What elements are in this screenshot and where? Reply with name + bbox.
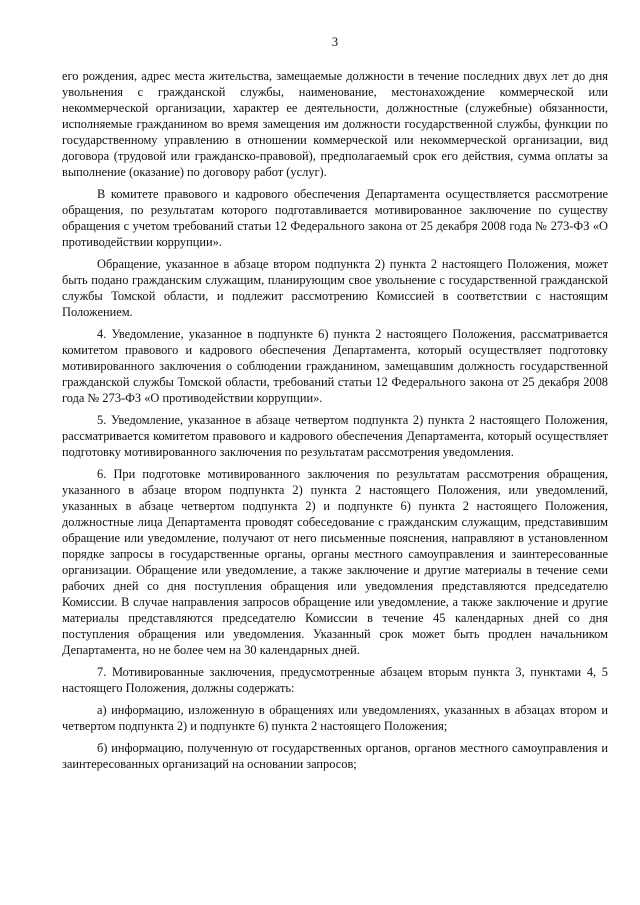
paragraph-item-4: 4. Уведомление, указанное в подпункте 6) пункта 2 настоящего Положения, рассматривается комитетом правового и кадрового обеспечения Департамента, который осуществляет подготовку мотивированного заключения о соблюдении гражданином, замещавшим должность государственной гражданской службы Томской области, требований статьи 12 Федерального закона от 25 декабря 2008 года № 273-ФЗ «О противодействии коррупции». [62,327,608,405]
paragraph-committee-review: В комитете правового и кадрового обеспечения Департамента осуществляется рассмотрение обращения, по результатам которого подготавливается мотивированное заключение по существу обращения с учетом требований статьи 12 Федерального закона от 25 декабря 2008 года № 273-ФЗ «О противодействии коррупции». [62,187,608,249]
paragraph-item-5: 5. Уведомление, указанное в абзаце четвертом подпункта 2) пункта 2 настоящего Положения, рассматривается комитетом правового и кадрового обеспечения Департамента, который осуществляет подготовку мотивированного заключения по результатам рассмотрения уведомления. [62,413,608,459]
paragraph-item-7: 7. Мотивированные заключения, предусмотренные абзацем вторым пункта 3, пунктами 4, 5 настоящего Положения, должны содержать: [62,665,608,695]
page-number: 3 [331,35,339,49]
paragraph-subitem-a: а) информацию, изложенную в обращениях или уведомлениях, указанных в абзацах втором и четвертом подпункта 2) и подпункте 6) пункта 2 настоящего Положения; [62,703,608,733]
paragraph-continuation: его рождения, адрес места жительства, замещаемые должности в течение последних двух лет до дня увольнения с гражданской службы, наименование, местонахождение коммерческой или некоммерческой организации, характер ее деятельности, должностные (служебные) обязанности, исполняемые гражданином во время замещения им должности государственной службы, функции по государственному управлению в отношении коммерческой или некоммерческой организации, вид договора (трудовой или гражданско-правовой), предполагаемый срок его действия, сумма оплаты за выполнение (оказание) по договору работ (услуг). [62,69,608,179]
paragraph-appeal-submission: Обращение, указанное в абзаце втором подпункта 2) пункта 2 настоящего Положения, может быть подано гражданским служащим, планирующим свое увольнение с государственной гражданской службы Томской области, и подлежит рассмотрению Комиссией в соответствии с настоящим Положением. [62,257,608,319]
paragraph-subitem-b: б) информацию, полученную от государственных органов, органов местного самоуправления и заинтересованных организаций на основании запросов; [62,741,608,771]
paragraph-item-6: 6. При подготовке мотивированного заключения по результатам рассмотрения обращения, указанного в абзаце втором подпункта 2) пункта 2 настоящего Положения, или уведомлений, указанных в абзаце четвертом подпункта 2) и подпункте 6) пункта 2 настоящего Положения, должностные лица Департамента проводят собеседование с гражданским служащим, представившим обращение или уведомление, получают от него письменные пояснения, направляют в установленном порядке запросы в государственные органы, органы местного самоуправления и заинтересованные организации. Обращение или уведомление, а также заключение и другие материалы в течение семи рабочих дней со дня поступления обращения или уведомления представляются председателю Комиссии. В случае направления запросов обращение или уведомление, а также заключение и другие материалы представляются председателю Комиссии в течение 45 календарных дней со дня поступления обращения или уведомления. Указанный срок может быть продлен начальником Департамента, но не более чем на 30 календарных дней. [62,467,608,657]
